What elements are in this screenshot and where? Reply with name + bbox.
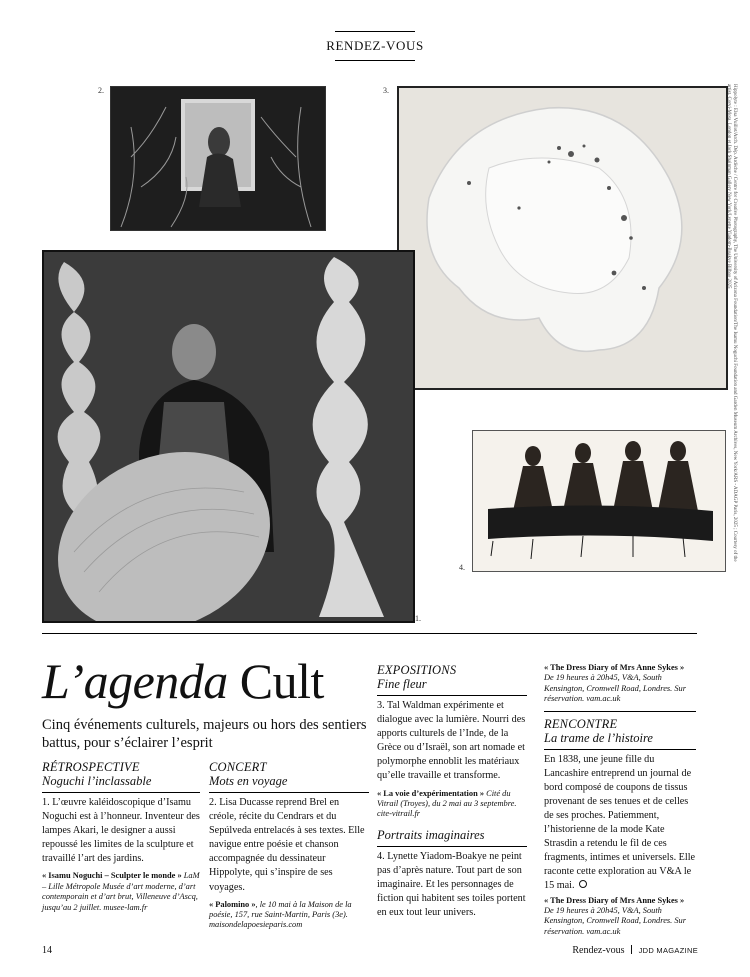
column-rule <box>377 695 527 696</box>
header-rule-bottom <box>335 60 415 61</box>
agenda-title <box>42 654 324 708</box>
photo-credit: Hippolyte : Elsa Vuillot/Arch. Dép. Ardèche / Centre for Creative Photography, The University of Arizona Foundation/The Isamu Noguchi Foundation and Garden Museum Archives, New York/ARS - ADAGP Paris, 2025 ; Courtesy of the artist, Corvi-Mora, London et Jack Shainman Gallery New York/Lynette Yiadom-Boakye Bilbao 2025 <box>726 84 737 562</box>
photo-isamu-noguchi <box>42 250 415 623</box>
yiadom-boakye-info <box>544 663 696 705</box>
rencontre-subtitle: La trame de l’histoire <box>544 730 653 745</box>
photo-yiadom-boakye-painting <box>472 430 726 572</box>
retrospective-body: 1. L’œuvre kaléidoscopique d’Isamu Noguchi est à l’honneur. Inventeur des lampes Akari, le designer a aussi repoussé les limites de la sculpture et travaillé l’art des jardins. <box>42 797 200 865</box>
column-rule <box>377 846 527 847</box>
retrospective-column <box>42 760 200 913</box>
portraits-subtitle: Portraits imaginaires <box>377 827 485 842</box>
painting-illustration <box>473 431 725 571</box>
retrospective-info <box>42 871 200 913</box>
sculpture-illustration <box>399 88 726 388</box>
footer-divider <box>631 945 632 954</box>
rencontre-column <box>544 663 696 937</box>
noguchi-illustration <box>44 252 413 621</box>
retrospective-info-details: LaM – Lille Métropole Musée d’art moderne, d’art contemporain et d’art brut, Villeneuve d’Ascq, jusqu’au 2 juillet. musee-lam.fr <box>42 871 200 912</box>
rencontre-info-details: De 19 heures à 20h45, V&A, South Kensington, Cromwell Road, Londres. Sur réservation. vam.ac.uk <box>544 905 686 936</box>
retrospective-subtitle: Noguchi l’inclassable <box>42 774 152 788</box>
photo-number: 4. <box>459 563 465 572</box>
rencontre-kicker: RENCONTRE <box>544 716 618 731</box>
footer-folio <box>572 945 698 956</box>
column-rule <box>544 749 696 750</box>
rencontre-info-title: « The Dress Diary of Mrs Anne Sykes » <box>544 895 685 905</box>
expositions-body: 3. Tal Waldman expérimente et dialogue avec la lumière. Nourri des apports culturels de l’Inde, de la Grèce ou d’Israël, son art nomade et polymorphe ennoblit les matériaux qu’elle travaille et transforme. <box>377 700 526 782</box>
photo-number: 3. <box>383 86 389 95</box>
rencontre-info <box>544 896 696 938</box>
section-header: RENDEZ-VOUS <box>326 38 424 53</box>
photo-number: 2. <box>98 86 104 95</box>
rencontre-body <box>544 753 696 894</box>
photo-lisa-ducasse <box>110 86 326 231</box>
concert-info <box>209 900 369 931</box>
concert-column <box>209 760 369 931</box>
column-rule <box>209 792 369 793</box>
concert-info-title: « Palomino » <box>209 899 256 909</box>
concert-subtitle: Mots en voyage <box>209 774 288 788</box>
expositions-column <box>377 663 527 920</box>
yiadom-boakye-info-title: « The Dress Diary of Mrs Anne Sykes » <box>544 663 685 672</box>
agenda-deck: Cinq événements culturels, majeurs ou hors des sentiers battus, pour s’éclairer l’esprit <box>42 717 367 751</box>
retrospective-kicker: RÉTROSPECTIVE <box>42 760 140 774</box>
photo-number: 1. <box>415 614 421 623</box>
header-rule-top <box>335 31 415 32</box>
column-rule <box>42 792 200 793</box>
concert-kicker: CONCERT <box>209 760 267 774</box>
yiadom-boakye-info-details: De 19 heures à 20h45, V&A, South Kensington, Cromwell Road, Londres. Sur réservation. vam.ac.uk <box>544 673 686 704</box>
expositions-subtitle: Fine fleur <box>377 677 427 691</box>
agenda-title-italic: L’agenda <box>42 653 228 709</box>
expositions-kicker: EXPOSITIONS <box>377 663 457 677</box>
concert-info-details: , le 10 mai à la Maison de la poésie, 157, rue Saint-Martin, Paris (3e). maisondelapoesieparis.com <box>209 899 352 930</box>
retrospective-info-title: « Isamu Noguchi – Sculpter le monde » <box>42 871 182 881</box>
photo-tal-waldman-sculpture <box>397 86 728 390</box>
footer-magazine: JDD MAGAZINE <box>638 946 698 955</box>
concert-body: 2. Lisa Ducasse reprend Brel en créole, récite du Cendrars et du Sepúlveda entrelacés à ses textes. Elle navigue entre poésie et chanson accompagnée du dessinateur Hippolyte, qui s’inspire de ses voyages. <box>209 797 365 893</box>
end-mark-icon <box>579 880 587 888</box>
rencontre-body-text: En 1838, une jeune fille du Lancashire entreprend un journal de bord composé de coupons de tissus provenant de ses tenues et de celles de ses proches. Patiemment, l’historienne de la mode Kate Strasdin a retendu le fil de ces fragments, intimes et universels. Elle raconte cette exploration au V&A le 15 mai. <box>544 753 696 892</box>
portraits-body: 4. Lynette Yiadom-Boakye ne peint pas d’après nature. Tout part de son imaginaire. Et les personnages de fiction qui habitent ses toiles portent en eux tout leur univers. <box>377 850 526 919</box>
footer-section: Rendez-vous <box>572 945 625 956</box>
agenda-title-roman: Cult <box>239 653 324 709</box>
section-rule <box>42 633 697 634</box>
expositions-info <box>377 789 527 820</box>
branches-illustration <box>111 87 325 230</box>
expositions-info-details: Cité du Vitrail (Troyes), du 2 mai au 3 septembre. cite-vitrail.fr <box>377 788 517 819</box>
column-rule <box>544 711 696 712</box>
expositions-info-title: « La voie d’expérimentation » <box>377 788 485 798</box>
page-number: 14 <box>42 945 52 956</box>
